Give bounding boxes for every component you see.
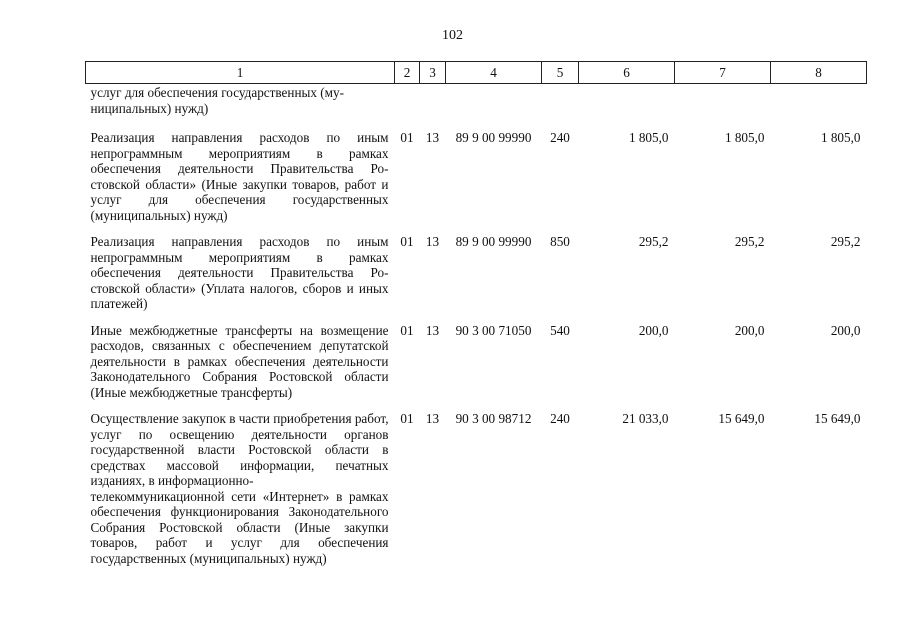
cell-target-article: 90 3 00 71050 (455, 322, 532, 338)
cell-amount-year2: 1 805,0 (724, 130, 765, 145)
cell-amount-year1: 21 033,0 (622, 411, 669, 426)
col-header-3: 3 (420, 62, 446, 84)
cell-subsection: 13 (425, 322, 440, 338)
row-description: услуг для обеспечения государственных (му- ниципальных) нужд) (90, 85, 344, 116)
table-header-row (86, 62, 867, 84)
cell-amount-year3: 295,2 (830, 234, 861, 249)
table-row (86, 411, 867, 577)
cell-amount-year1 (579, 84, 675, 131)
cell-subsection: 13 (425, 411, 440, 426)
table-row (86, 234, 867, 323)
table-row (86, 130, 867, 234)
row-description: Иные межбюджетные трансферты на возмещение расходов, связанных с обеспечением депутатской деятельности в рамках обеспечения деятельности Законодательного Собрания Ростовской области (Иные межбюджетные трансферты) (90, 322, 389, 400)
page-number: 102 (442, 28, 463, 43)
cell-target-article (446, 84, 542, 131)
cell-amount-year1: 1 805,0 (628, 130, 669, 145)
row-description: Осуществление закупок в части приобретения работ, услуг по освещению деятельности органов государственной власти Ростовской области в средствах массовой информации, печатных изданиях, в информационно- телекоммуникационной сети «Интернет» в рамках обеспечения функционирования Законодательного Собрания Ростовской области (Иные закупки товаров, работ и услуг для обеспечения государственных (муниципальных) нужд) (90, 411, 389, 566)
cell-expense-type (542, 84, 579, 131)
table-row (86, 84, 867, 131)
cell-amount-year3: 1 805,0 (820, 130, 861, 145)
cell-section: 01 (400, 130, 414, 145)
cell-section: 01 (400, 234, 414, 249)
row-description: Реализация направления расходов по иным непрограммным мероприятиям в рамках обеспечения деятельности Правительства Ростовской области» (Уплата налогов, сборов и иных платежей) (90, 234, 389, 311)
cell-target-article: 89 9 00 99990 (455, 234, 532, 249)
cell-expense-type: 540 (550, 322, 570, 338)
cell-target-article: 90 3 00 98712 (455, 411, 532, 426)
cell-amount-year1: 200,0 (638, 322, 669, 338)
col-header-7: 7 (675, 62, 771, 84)
cell-amount-year3: 200,0 (830, 322, 861, 338)
col-header-2: 2 (395, 62, 420, 84)
cell-target-article: 89 9 00 99990 (455, 130, 532, 145)
cell-amount-year2: 200,0 (734, 322, 765, 338)
cell-amount-year2: 15 649,0 (718, 411, 765, 426)
col-header-5: 5 (542, 62, 579, 84)
cell-subsection: 13 (425, 130, 440, 145)
cell-subsection (420, 84, 446, 131)
cell-amount-year2 (675, 84, 771, 131)
col-header-1: 1 (86, 62, 395, 84)
cell-amount-year2: 295,2 (734, 234, 765, 249)
row-description: Реализация направления расходов по иным непрограммным мероприятиям в рамках обеспечения деятельности Правительства Ростовской области» (Иные закупки товаров, работ и услуг для обеспечения государственных (муниципальных) нужд) (90, 130, 389, 223)
cell-section: 01 (400, 322, 414, 338)
cell-section (395, 84, 420, 131)
table-row (86, 323, 867, 412)
cell-subsection: 13 (425, 234, 440, 249)
col-header-8: 8 (771, 62, 867, 84)
col-header-6: 6 (579, 62, 675, 84)
cell-expense-type: 850 (550, 234, 570, 249)
cell-section: 01 (400, 411, 414, 426)
budget-table (85, 61, 867, 577)
cell-expense-type: 240 (550, 411, 570, 426)
col-header-4: 4 (446, 62, 542, 84)
cell-amount-year3 (771, 84, 867, 131)
cell-amount-year3: 15 649,0 (814, 411, 861, 426)
cell-expense-type: 240 (550, 130, 570, 145)
cell-amount-year1: 295,2 (638, 234, 669, 249)
